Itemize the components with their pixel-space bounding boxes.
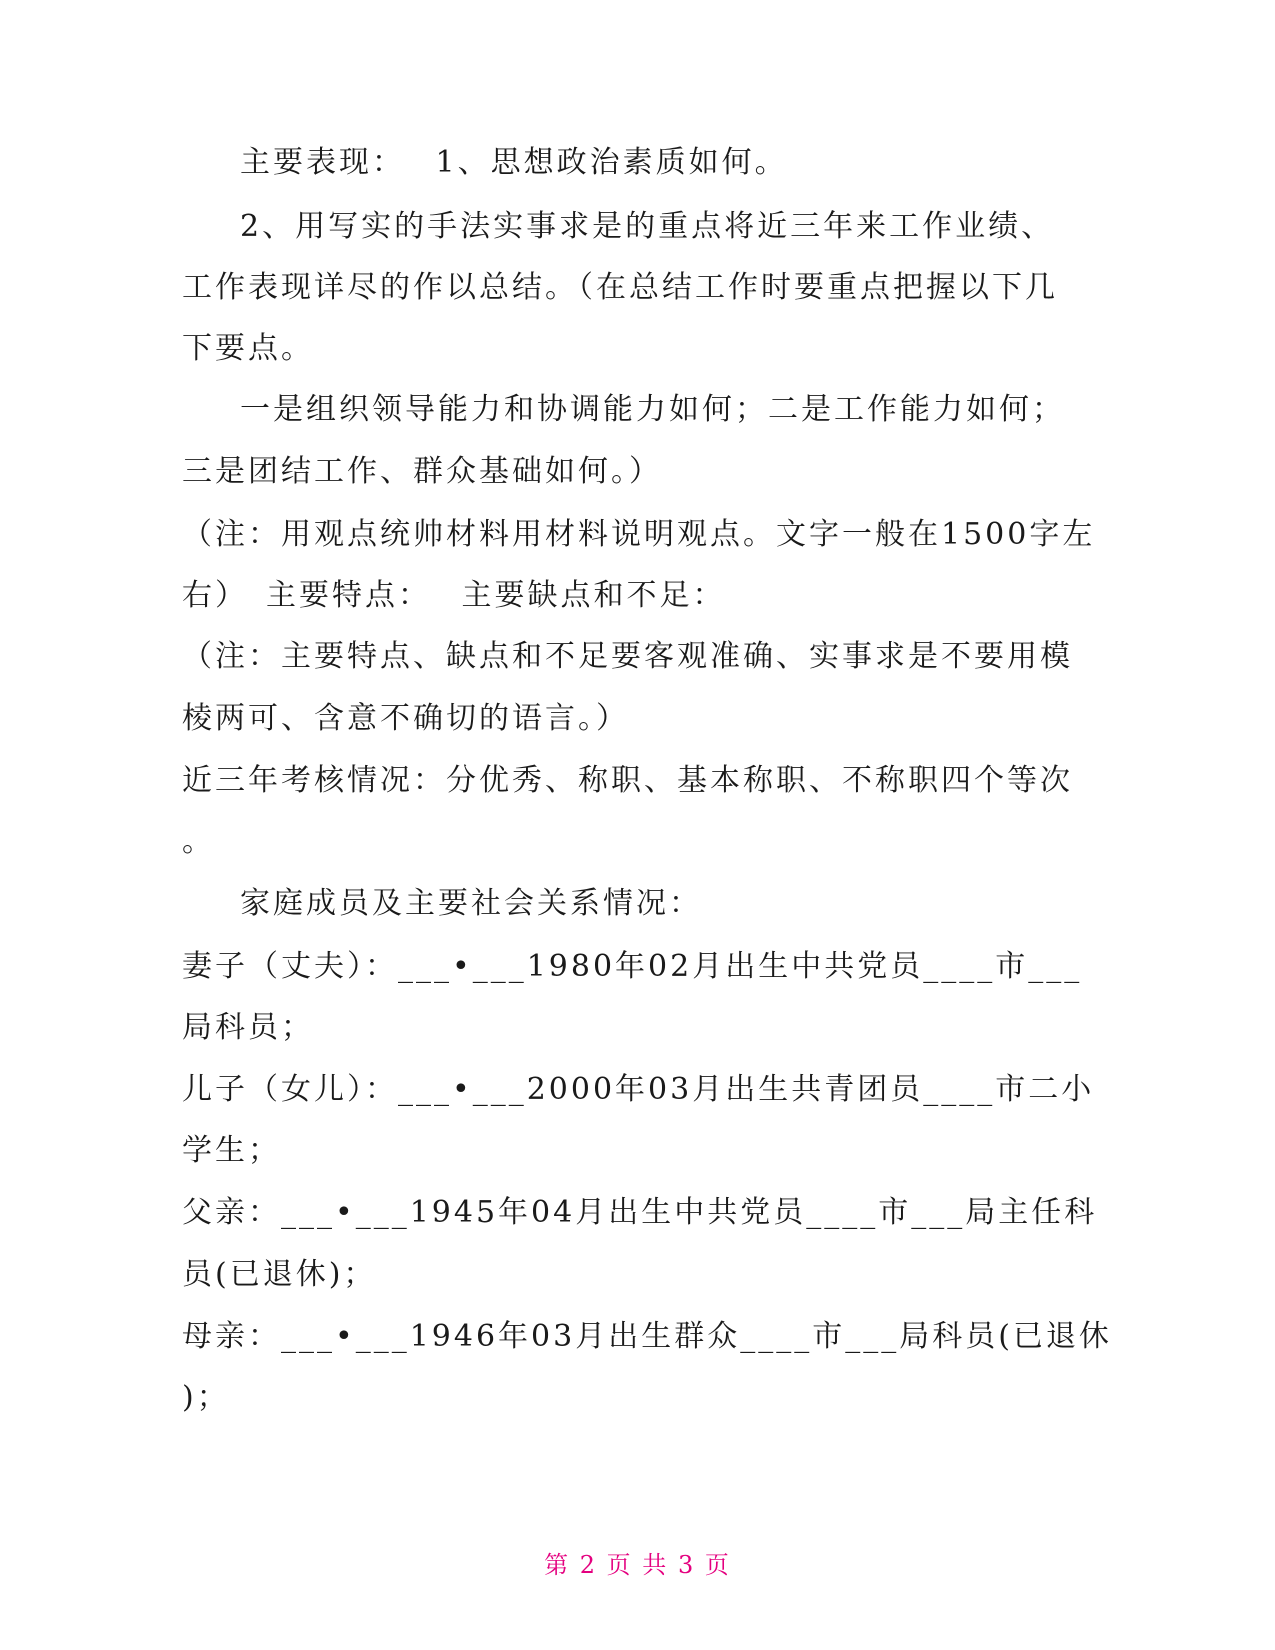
text-line-5: 一是组织领导能力和协调能力如何；二是工作能力如何； <box>240 392 1065 427</box>
text-line-mother: 母亲：___•___1946年03月出生群众____市___局科员(已退休 <box>182 1319 1112 1354</box>
text-line-6: 三是团结工作、群众基础如何。） <box>182 454 662 489</box>
text-line-17: 学生； <box>182 1133 281 1168</box>
text-line-4: 下要点。 <box>182 331 314 366</box>
text-line-3: 工作表现详尽的作以总结。（在总结工作时要重点把握以下几 <box>182 270 1058 305</box>
text-line-15: 局科员； <box>182 1010 314 1045</box>
text-line-19: 员(已退休)； <box>182 1257 377 1292</box>
text-line-note-2: （注：主要特点、缺点和不足要客观准确、实事求是不要用模 <box>182 639 1073 674</box>
text-line-family-heading: 家庭成员及主要社会关系情况： <box>240 886 702 921</box>
text-line-2: 2、用写实的手法实事求是的重点将近三年来工作业绩、 <box>240 209 1055 244</box>
text-line-spouse: 妻子（丈夫）：___•___1980年02月出生中共党员____市___ <box>182 949 1083 984</box>
text-line-10: 棱两可、含意不确切的语言。） <box>182 701 629 736</box>
text-line-main-performance: 主要表现： 1、思想政治素质如何。 <box>240 145 788 180</box>
page-number-footer: 第 2 页 共 3 页 <box>544 1551 731 1579</box>
text-line-12: 。 <box>182 824 215 859</box>
text-line-child: 儿子（女儿）：___•___2000年03月出生共青团员____市二小 <box>182 1072 1095 1107</box>
text-line-note-1: （注：用观点统帅材料用材料说明观点。文字一般在1500字左 <box>182 517 1096 552</box>
text-line-features: 右） 主要特点： 主要缺点和不足： <box>182 578 726 613</box>
text-line-assessment: 近三年考核情况：分优秀、称职、基本称职、不称职四个等次 <box>182 763 1073 798</box>
text-line-21: )； <box>182 1380 230 1415</box>
text-line-father: 父亲：___•___1945年04月出生中共党员____市___局主任科 <box>182 1195 1098 1230</box>
